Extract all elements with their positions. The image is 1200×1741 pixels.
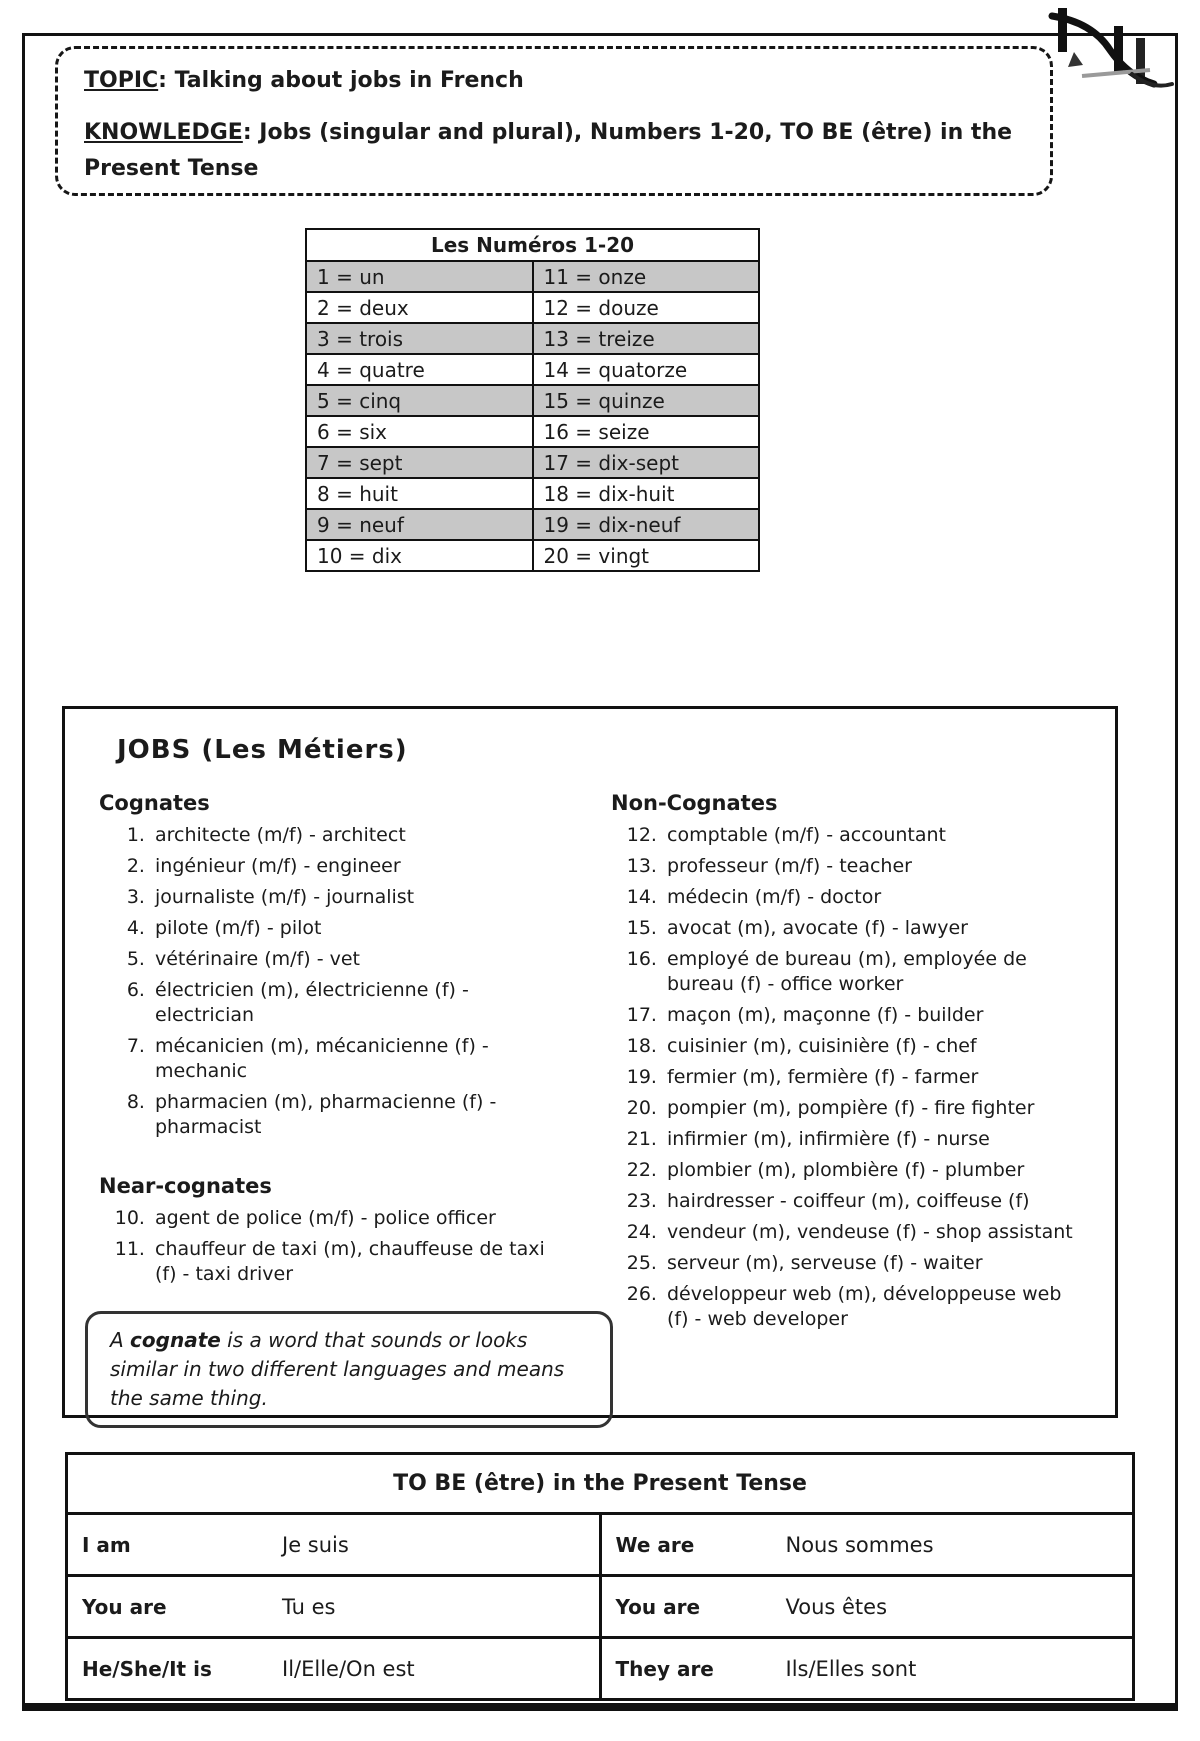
tobe-table-title: TO BE (être) in the Present Tense <box>67 1454 1134 1514</box>
job-list-item: 10. agent de police (m/f) - police officer <box>151 1206 549 1231</box>
job-list-item: 2. ingénieur (m/f) - engineer <box>151 854 549 879</box>
numbers-row <box>306 478 759 509</box>
numbers-cell: 8 = huit <box>306 478 533 509</box>
numbers-row <box>306 509 759 540</box>
tobe-english-label: You are <box>615 1594 701 1619</box>
job-list-item: 6. électricien (m), électricienne (f) - electrician <box>151 978 549 1028</box>
knowledge-label: KNOWLEDGE <box>84 120 243 145</box>
numbers-cell: 2 = deux <box>306 292 533 323</box>
numbers-cell: 5 = cinq <box>306 385 533 416</box>
jobs-left-column <box>99 791 565 1428</box>
tobe-french-value: Vous êtes <box>785 1594 888 1619</box>
job-list-item: 4. pilote (m/f) - pilot <box>151 916 549 941</box>
numbers-title-row <box>306 229 759 261</box>
job-list-item: 11. chauffeur de taxi (m), chauffeuse de taxi (f) - taxi driver <box>151 1237 549 1287</box>
tobe-english-label: He/She/It is <box>82 1656 212 1681</box>
job-list-item: 23. hairdresser - coiffeur (m), coiffeuse (f) <box>663 1189 1073 1214</box>
numbers-cell: 15 = quinze <box>533 385 760 416</box>
tobe-french-value: Tu es <box>282 1594 336 1619</box>
tobe-french-value: Je suis <box>282 1532 349 1557</box>
numbers-row <box>306 385 759 416</box>
numbers-row <box>306 416 759 447</box>
job-list-item: 7. mécanicien (m), mécanicienne (f) - mechanic <box>151 1034 549 1084</box>
numbers-cell: 18 = dix-huit <box>533 478 760 509</box>
knowledge-text: : Jobs (singular and plural), Numbers 1-20, TO BE (être) in the Present Tense <box>84 120 1013 181</box>
topic-line <box>84 63 1024 99</box>
job-list-item: 15. avocat (m), avocate (f) - lawyer <box>663 916 1073 941</box>
job-list-item: 18. cuisinier (m), cuisinière (f) - chef <box>663 1034 1073 1059</box>
numbers-row <box>306 540 759 571</box>
near-cognates-heading: Near-cognates <box>99 1174 272 1198</box>
tobe-cell <box>67 1638 601 1700</box>
job-list-item: 13. professeur (m/f) - teacher <box>663 854 1073 879</box>
job-list-item: 14. médecin (m/f) - doctor <box>663 885 1073 910</box>
tobe-cell <box>600 1638 1134 1700</box>
job-list-item: 21. infirmier (m), infirmière (f) - nurse <box>663 1127 1073 1152</box>
tobe-cell <box>600 1576 1134 1638</box>
jobs-section <box>62 706 1118 1418</box>
numbers-row <box>306 323 759 354</box>
numbers-cell: 4 = quatre <box>306 354 533 385</box>
job-list-item: 17. maçon (m), maçonne (f) - builder <box>663 1003 1073 1028</box>
tobe-cell <box>600 1514 1134 1576</box>
numbers-cell: 12 = douze <box>533 292 760 323</box>
numbers-cell: 1 = un <box>306 261 533 292</box>
tobe-english-label: You are <box>82 1594 167 1619</box>
numbers-row <box>306 354 759 385</box>
job-list-item: 19. fermier (m), fermière (f) - farmer <box>663 1065 1073 1090</box>
numbers-cell: 16 = seize <box>533 416 760 447</box>
tobe-row <box>67 1576 1134 1638</box>
job-list-item: 1. architecte (m/f) - architect <box>151 823 549 848</box>
tobe-conjugation-table <box>65 1452 1135 1701</box>
jobs-right-column <box>611 791 1073 1428</box>
numbers-cell: 20 = vingt <box>533 540 760 571</box>
numbers-row <box>306 292 759 323</box>
note-bold-word: cognate <box>130 1328 221 1352</box>
tobe-title-row <box>67 1454 1134 1514</box>
numbers-cell: 10 = dix <box>306 540 533 571</box>
cognate-definition-note <box>85 1311 613 1428</box>
job-list-item: 3. journaliste (m/f) - journalist <box>151 885 549 910</box>
job-list-item: 20. pompier (m), pompière (f) - fire fighter <box>663 1096 1073 1121</box>
topic-label: TOPIC <box>84 68 159 93</box>
job-list-item: 25. serveur (m), serveuse (f) - waiter <box>663 1251 1073 1276</box>
job-list-item: 12. comptable (m/f) - accountant <box>663 823 1073 848</box>
numbers-cell: 17 = dix-sept <box>533 447 760 478</box>
tobe-english-label: They are <box>615 1656 714 1681</box>
numbers-row <box>306 261 759 292</box>
cognates-list <box>99 823 549 1140</box>
numbers-cell: 9 = neuf <box>306 509 533 540</box>
numbers-table <box>305 228 760 572</box>
job-list-item: 8. pharmacien (m), pharmacienne (f) - pharmacist <box>151 1090 549 1140</box>
tobe-french-value: Nous sommes <box>785 1532 934 1557</box>
tobe-row <box>67 1514 1134 1576</box>
non-cognates-heading: Non-Cognates <box>611 791 778 815</box>
tobe-french-value: Ils/Elles sont <box>785 1656 917 1681</box>
job-list-item: 26. développeur web (m), développeuse web (f) - web developer <box>663 1282 1073 1332</box>
near-cognates-list <box>99 1206 549 1287</box>
numbers-cell: 13 = treize <box>533 323 760 354</box>
cognates-heading: Cognates <box>99 791 210 815</box>
note-lead: A <box>110 1328 131 1352</box>
jobs-section-title: JOBS (Les Métiers) <box>117 735 408 765</box>
tobe-cell <box>67 1576 601 1638</box>
non-cognates-list <box>611 823 1073 1332</box>
job-list-item: 5. vétérinaire (m/f) - vet <box>151 947 549 972</box>
knowledge-line <box>84 115 1024 187</box>
topic-text: : Talking about jobs in French <box>158 68 524 93</box>
numbers-cell: 6 = six <box>306 416 533 447</box>
job-list-item: 24. vendeur (m), vendeuse (f) - shop assistant <box>663 1220 1073 1245</box>
numbers-cell: 14 = quatorze <box>533 354 760 385</box>
near-cognates-block <box>99 1174 549 1287</box>
job-list-item: 22. plombier (m), plombière (f) - plumber <box>663 1158 1073 1183</box>
job-list-item: 16. employé de bureau (m), employée de bureau (f) - office worker <box>663 947 1073 997</box>
tobe-cell <box>67 1514 601 1576</box>
tobe-french-value: Il/Elle/On est <box>282 1656 415 1681</box>
numbers-cell: 11 = onze <box>533 261 760 292</box>
numbers-table-title: Les Numéros 1-20 <box>306 229 759 261</box>
tobe-english-label: I am <box>82 1532 131 1557</box>
numbers-row <box>306 447 759 478</box>
topic-knowledge-box <box>55 46 1053 196</box>
numbers-cell: 7 = sept <box>306 447 533 478</box>
tobe-row <box>67 1638 1134 1700</box>
tobe-english-label: We are <box>615 1532 695 1557</box>
note-rest: is a word that sounds or looks similar in two different languages and means the same thing. <box>110 1328 565 1410</box>
numbers-cell: 19 = dix-neuf <box>533 509 760 540</box>
numbers-cell: 3 = trois <box>306 323 533 354</box>
